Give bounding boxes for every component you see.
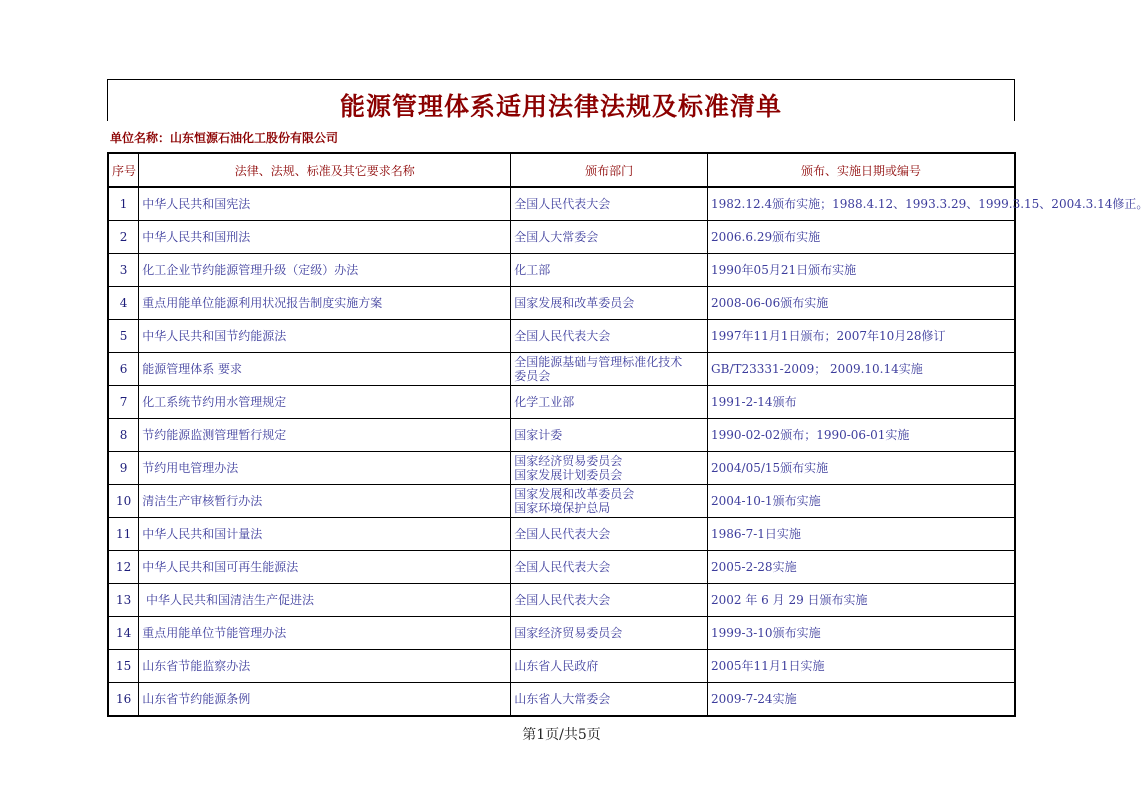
table-row <box>108 221 1015 254</box>
issuing-department <box>511 485 708 518</box>
issue-date: 1997年11月1日颁布；2007年10月28修订 <box>708 320 1015 353</box>
regulation-name: 重点用能单位节能管理办法 <box>139 617 511 650</box>
department-line: 全国人大常委会 <box>514 230 599 244</box>
issue-date: 2002 年 6 月 29 日颁布实施 <box>708 584 1015 617</box>
row-number: 6 <box>108 353 139 386</box>
department-line: 全国人民代表大会 <box>514 329 611 343</box>
issuing-department <box>511 650 708 683</box>
regulation-name: 山东省节约能源条例 <box>139 683 511 717</box>
table-body <box>108 187 1148 716</box>
table-row <box>108 485 1015 518</box>
table-row <box>108 287 1015 320</box>
row-number: 12 <box>108 551 139 584</box>
regulation-name: 重点用能单位能源利用状况报告制度实施方案 <box>139 287 511 320</box>
issuing-department <box>511 683 708 717</box>
table-row <box>108 320 1015 353</box>
regulation-name: 中华人民共和国清洁生产促进法 <box>139 584 511 617</box>
regulation-name: 中华人民共和国宪法 <box>139 187 511 221</box>
row-number: 10 <box>108 485 139 518</box>
row-number: 3 <box>108 254 139 287</box>
department-line: 山东省人民政府 <box>514 659 599 673</box>
issue-date: 1990-02-02颁布；1990-06-01实施 <box>708 419 1015 452</box>
department-line: 全国人民代表大会 <box>514 560 611 574</box>
page-footer: 第1页/共5页 <box>522 727 601 743</box>
row-number: 7 <box>108 386 139 419</box>
department-line: 山东省人大常委会 <box>514 692 611 706</box>
row-number: 8 <box>108 419 139 452</box>
department-line: 国家计委 <box>514 428 563 442</box>
header-name: 法律、法规、标准及其它要求名称 <box>139 153 511 187</box>
regulation-name: 中华人民共和国节约能源法 <box>139 320 511 353</box>
regulation-name: 中华人民共和国可再生能源法 <box>139 551 511 584</box>
regulation-name: 节约能源监测管理暂行规定 <box>139 419 511 452</box>
unit-label: 单位名称：山东恒源石油化工股份有限公司 <box>110 131 339 145</box>
department-line: 国家环境保护总局 <box>514 501 611 515</box>
table-row <box>108 584 1015 617</box>
row-number: 1 <box>108 187 139 221</box>
issuing-department <box>511 386 708 419</box>
issue-date: 2004-10-1颁布实施 <box>708 485 1015 518</box>
issue-date: 2005年11月1日实施 <box>708 650 1015 683</box>
issue-date: 1982.12.4颁布实施；1988.4.12、1993.3.29、1999.3.15、2004.3.14修正。 <box>708 187 1015 221</box>
page-title: 能源管理体系适用法律法规及标准清单 <box>339 92 782 121</box>
issue-date: 1986-7-1日实施 <box>708 518 1015 551</box>
row-number: 16 <box>108 683 139 717</box>
regulation-name: 化工企业节约能源管理升级（定级）办法 <box>139 254 511 287</box>
table-row <box>108 551 1015 584</box>
issue-date: GB/T23331-2009； 2009.10.14实施 <box>708 353 1015 386</box>
row-number: 15 <box>108 650 139 683</box>
issuing-department <box>511 518 708 551</box>
department-line: 国家发展和改革委员会 <box>514 487 635 501</box>
row-number: 11 <box>108 518 139 551</box>
table-row <box>108 452 1015 485</box>
title-box <box>107 79 1015 121</box>
issue-date: 2004/05/15颁布实施 <box>708 452 1015 485</box>
regulation-name: 中华人民共和国刑法 <box>139 221 511 254</box>
issuing-department <box>511 419 708 452</box>
issuing-department <box>511 353 708 386</box>
department-line: 国家发展和改革委员会 <box>514 296 635 310</box>
table-row <box>108 187 1015 221</box>
table-header-row <box>108 153 1015 187</box>
department-line: 全国人民代表大会 <box>514 197 611 211</box>
issue-date: 1990年05月21日颁布实施 <box>708 254 1015 287</box>
table-row <box>108 386 1015 419</box>
department-line: 全国人民代表大会 <box>514 593 611 607</box>
table-row <box>108 353 1015 386</box>
department-line: 国家经济贸易委员会 <box>514 454 623 468</box>
issue-date: 2008-06-06颁布实施 <box>708 287 1015 320</box>
row-number: 5 <box>108 320 139 353</box>
issue-date: 1991-2-14颁布 <box>708 386 1015 419</box>
issuing-department <box>511 254 708 287</box>
row-number: 9 <box>108 452 139 485</box>
issuing-department <box>511 287 708 320</box>
issuing-department <box>511 452 708 485</box>
table-row <box>108 254 1015 287</box>
regulation-name: 清洁生产审核暂行办法 <box>139 485 511 518</box>
department-line: 化学工业部 <box>514 395 575 409</box>
issue-date: 1999-3-10颁布实施 <box>708 617 1015 650</box>
table-row <box>108 419 1015 452</box>
row-number: 14 <box>108 617 139 650</box>
row-number: 13 <box>108 584 139 617</box>
row-number: 4 <box>108 287 139 320</box>
regulation-name: 山东省节能监察办法 <box>139 650 511 683</box>
table-row <box>108 518 1015 551</box>
issuing-department <box>511 221 708 254</box>
regulation-name: 能源管理体系 要求 <box>139 353 511 386</box>
issue-date: 2009-7-24实施 <box>708 683 1015 717</box>
row-number: 2 <box>108 221 139 254</box>
regulation-name: 化工系统节约用水管理规定 <box>139 386 511 419</box>
issuing-department <box>511 617 708 650</box>
department-line: 化工部 <box>514 263 551 277</box>
department-line: 国家发展计划委员会 <box>514 468 623 482</box>
issuing-department <box>511 187 708 221</box>
department-line: 委员会 <box>514 369 551 383</box>
header-date: 颁布、实施日期或编号 <box>708 153 1015 187</box>
issue-date: 2006.6.29颁布实施 <box>708 221 1015 254</box>
regulations-table <box>107 152 1148 717</box>
regulation-name: 节约用电管理办法 <box>139 452 511 485</box>
table-row <box>108 617 1015 650</box>
issuing-department <box>511 320 708 353</box>
department-line: 全国人民代表大会 <box>514 527 611 541</box>
issue-date: 2005-2-28实施 <box>708 551 1015 584</box>
regulation-name: 中华人民共和国计量法 <box>139 518 511 551</box>
table-row <box>108 683 1015 717</box>
header-no: 序号 <box>108 153 139 187</box>
issuing-department <box>511 551 708 584</box>
department-line: 国家经济贸易委员会 <box>514 626 623 640</box>
department-line: 全国能源基础与管理标准化技术 <box>514 355 683 369</box>
issuing-department <box>511 584 708 617</box>
table-row <box>108 650 1015 683</box>
header-dept: 颁布部门 <box>511 153 708 187</box>
